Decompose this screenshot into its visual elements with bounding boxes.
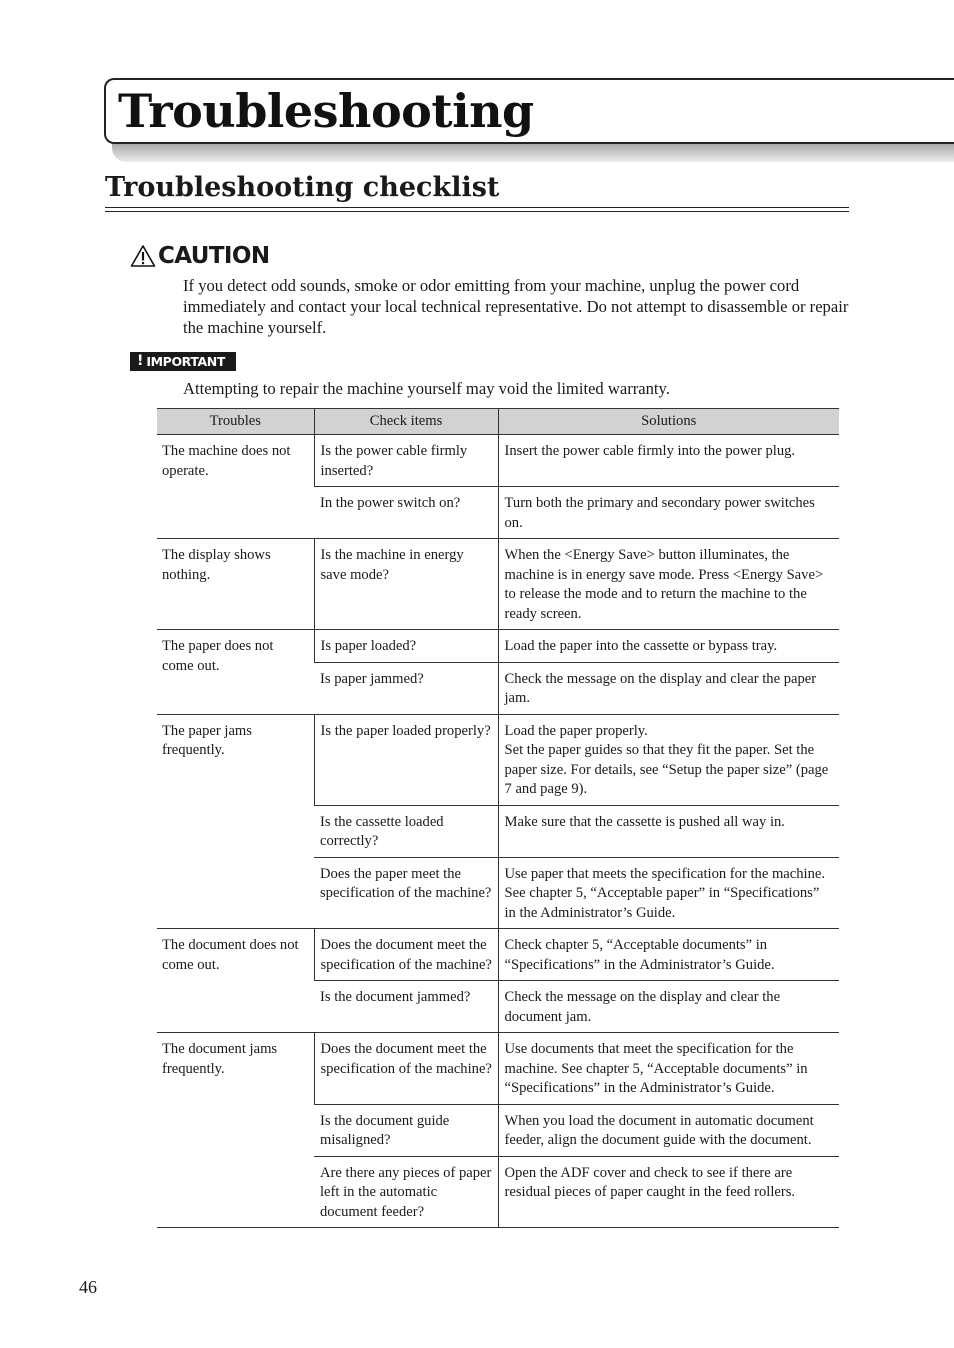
solution-line: Load the paper properly.	[504, 722, 648, 739]
check-cell: Does the paper meet the specification of the machine?	[314, 857, 498, 929]
solution-cell: Check the message on the display and clear the document jam.	[498, 981, 839, 1033]
check-cell: Are there any pieces of paper left in the automatic document feeder?	[314, 1156, 498, 1228]
table-row	[157, 714, 839, 805]
solution-cell: Turn both the primary and secondary power switches on.	[498, 487, 839, 539]
section-title: Troubleshooting checklist	[105, 172, 500, 203]
solution-cell: Check chapter 5, “Acceptable documents” in “Specifications” in the Administrator’s Guide.	[498, 929, 839, 981]
check-cell: Is paper jammed?	[314, 662, 498, 714]
solution-line: Set the paper guides so that they fit the paper. Set the paper size. For details, see “Setup the paper size” (page 7 and page 9).	[504, 742, 829, 797]
table-row	[157, 630, 839, 663]
warning-triangle-icon	[130, 244, 156, 268]
check-cell: Is paper loaded?	[314, 630, 498, 663]
check-cell: Is the document guide misaligned?	[314, 1104, 498, 1156]
solution-cell: Use documents that meet the specification for the machine. See chapter 5, “Acceptable documents” in “Specifications” in the Administrator’s Guide.	[498, 1033, 839, 1105]
check-cell: Is the power cable firmly inserted?	[314, 435, 498, 487]
trouble-cell: The display shows nothing.	[157, 539, 314, 630]
solution-cell: Load the paper into the cassette or bypass tray.	[498, 630, 839, 663]
check-cell: In the power switch on?	[314, 487, 498, 539]
solution-cell: Make sure that the cassette is pushed all way in.	[498, 805, 839, 857]
header-check-items: Check items	[314, 409, 498, 435]
solution-cell: Open the ADF cover and check to see if there are residual pieces of paper caught in the feed rollers.	[498, 1156, 839, 1228]
solution-cell: Check the message on the display and clear the paper jam.	[498, 662, 839, 714]
trouble-cell: The machine does not operate.	[157, 435, 314, 539]
trouble-cell: The paper jams frequently.	[157, 714, 314, 929]
trouble-cell: The paper does not come out.	[157, 630, 314, 715]
important-text: Attempting to repair the machine yourself may void the limited warranty.	[183, 379, 670, 398]
check-cell: Does the document meet the specification of the machine?	[314, 929, 498, 981]
page-title: Troubleshooting	[118, 84, 534, 138]
caution-text: If you detect odd sounds, smoke or odor emitting from your machine, unplug the power cord immediately and contact your local technical representative. Do not attempt to disassemble or repair the machine yourself.	[183, 276, 849, 337]
solution-cell: When you load the document in automatic document feeder, align the document guide with the document.	[498, 1104, 839, 1156]
exclamation-icon: !	[137, 353, 144, 369]
check-cell: Is the paper loaded properly?	[314, 714, 498, 805]
section-rule-top	[105, 207, 849, 208]
table-row	[157, 435, 839, 487]
check-cell: Does the document meet the specification of the machine?	[314, 1033, 498, 1105]
important-label: IMPORTANT	[146, 354, 225, 369]
caution-heading	[130, 242, 270, 270]
table-row	[157, 929, 839, 981]
header-solutions: Solutions	[498, 409, 839, 435]
page-number: 46	[79, 1277, 97, 1297]
check-cell: Is the cassette loaded correctly?	[314, 805, 498, 857]
check-cell: Is the document jammed?	[314, 981, 498, 1033]
table-row	[157, 539, 839, 630]
important-badge	[130, 352, 236, 371]
solution-cell	[498, 714, 839, 805]
caution-label: CAUTION	[158, 243, 270, 269]
trouble-cell: The document does not come out.	[157, 929, 314, 1033]
troubleshooting-table	[157, 408, 839, 1228]
check-cell: Is the machine in energy save mode?	[314, 539, 498, 630]
trouble-cell: The document jams frequently.	[157, 1033, 314, 1228]
header-troubles: Troubles	[157, 409, 314, 435]
section-rule-bottom	[105, 211, 849, 212]
table-row	[157, 1033, 839, 1105]
solution-cell: Use paper that meets the specification for the machine. See chapter 5, “Acceptable paper” in “Specifications” in the Administrator’s Guide.	[498, 857, 839, 929]
solution-cell: Insert the power cable firmly into the power plug.	[498, 435, 839, 487]
troubleshooting-table-wrap	[157, 408, 839, 1228]
solution-cell: When the <Energy Save> button illuminates, the machine is in energy save mode. Press <Energy Save> to release the mode and to return the machine to the ready screen.	[498, 539, 839, 630]
table-header-row	[157, 409, 839, 435]
